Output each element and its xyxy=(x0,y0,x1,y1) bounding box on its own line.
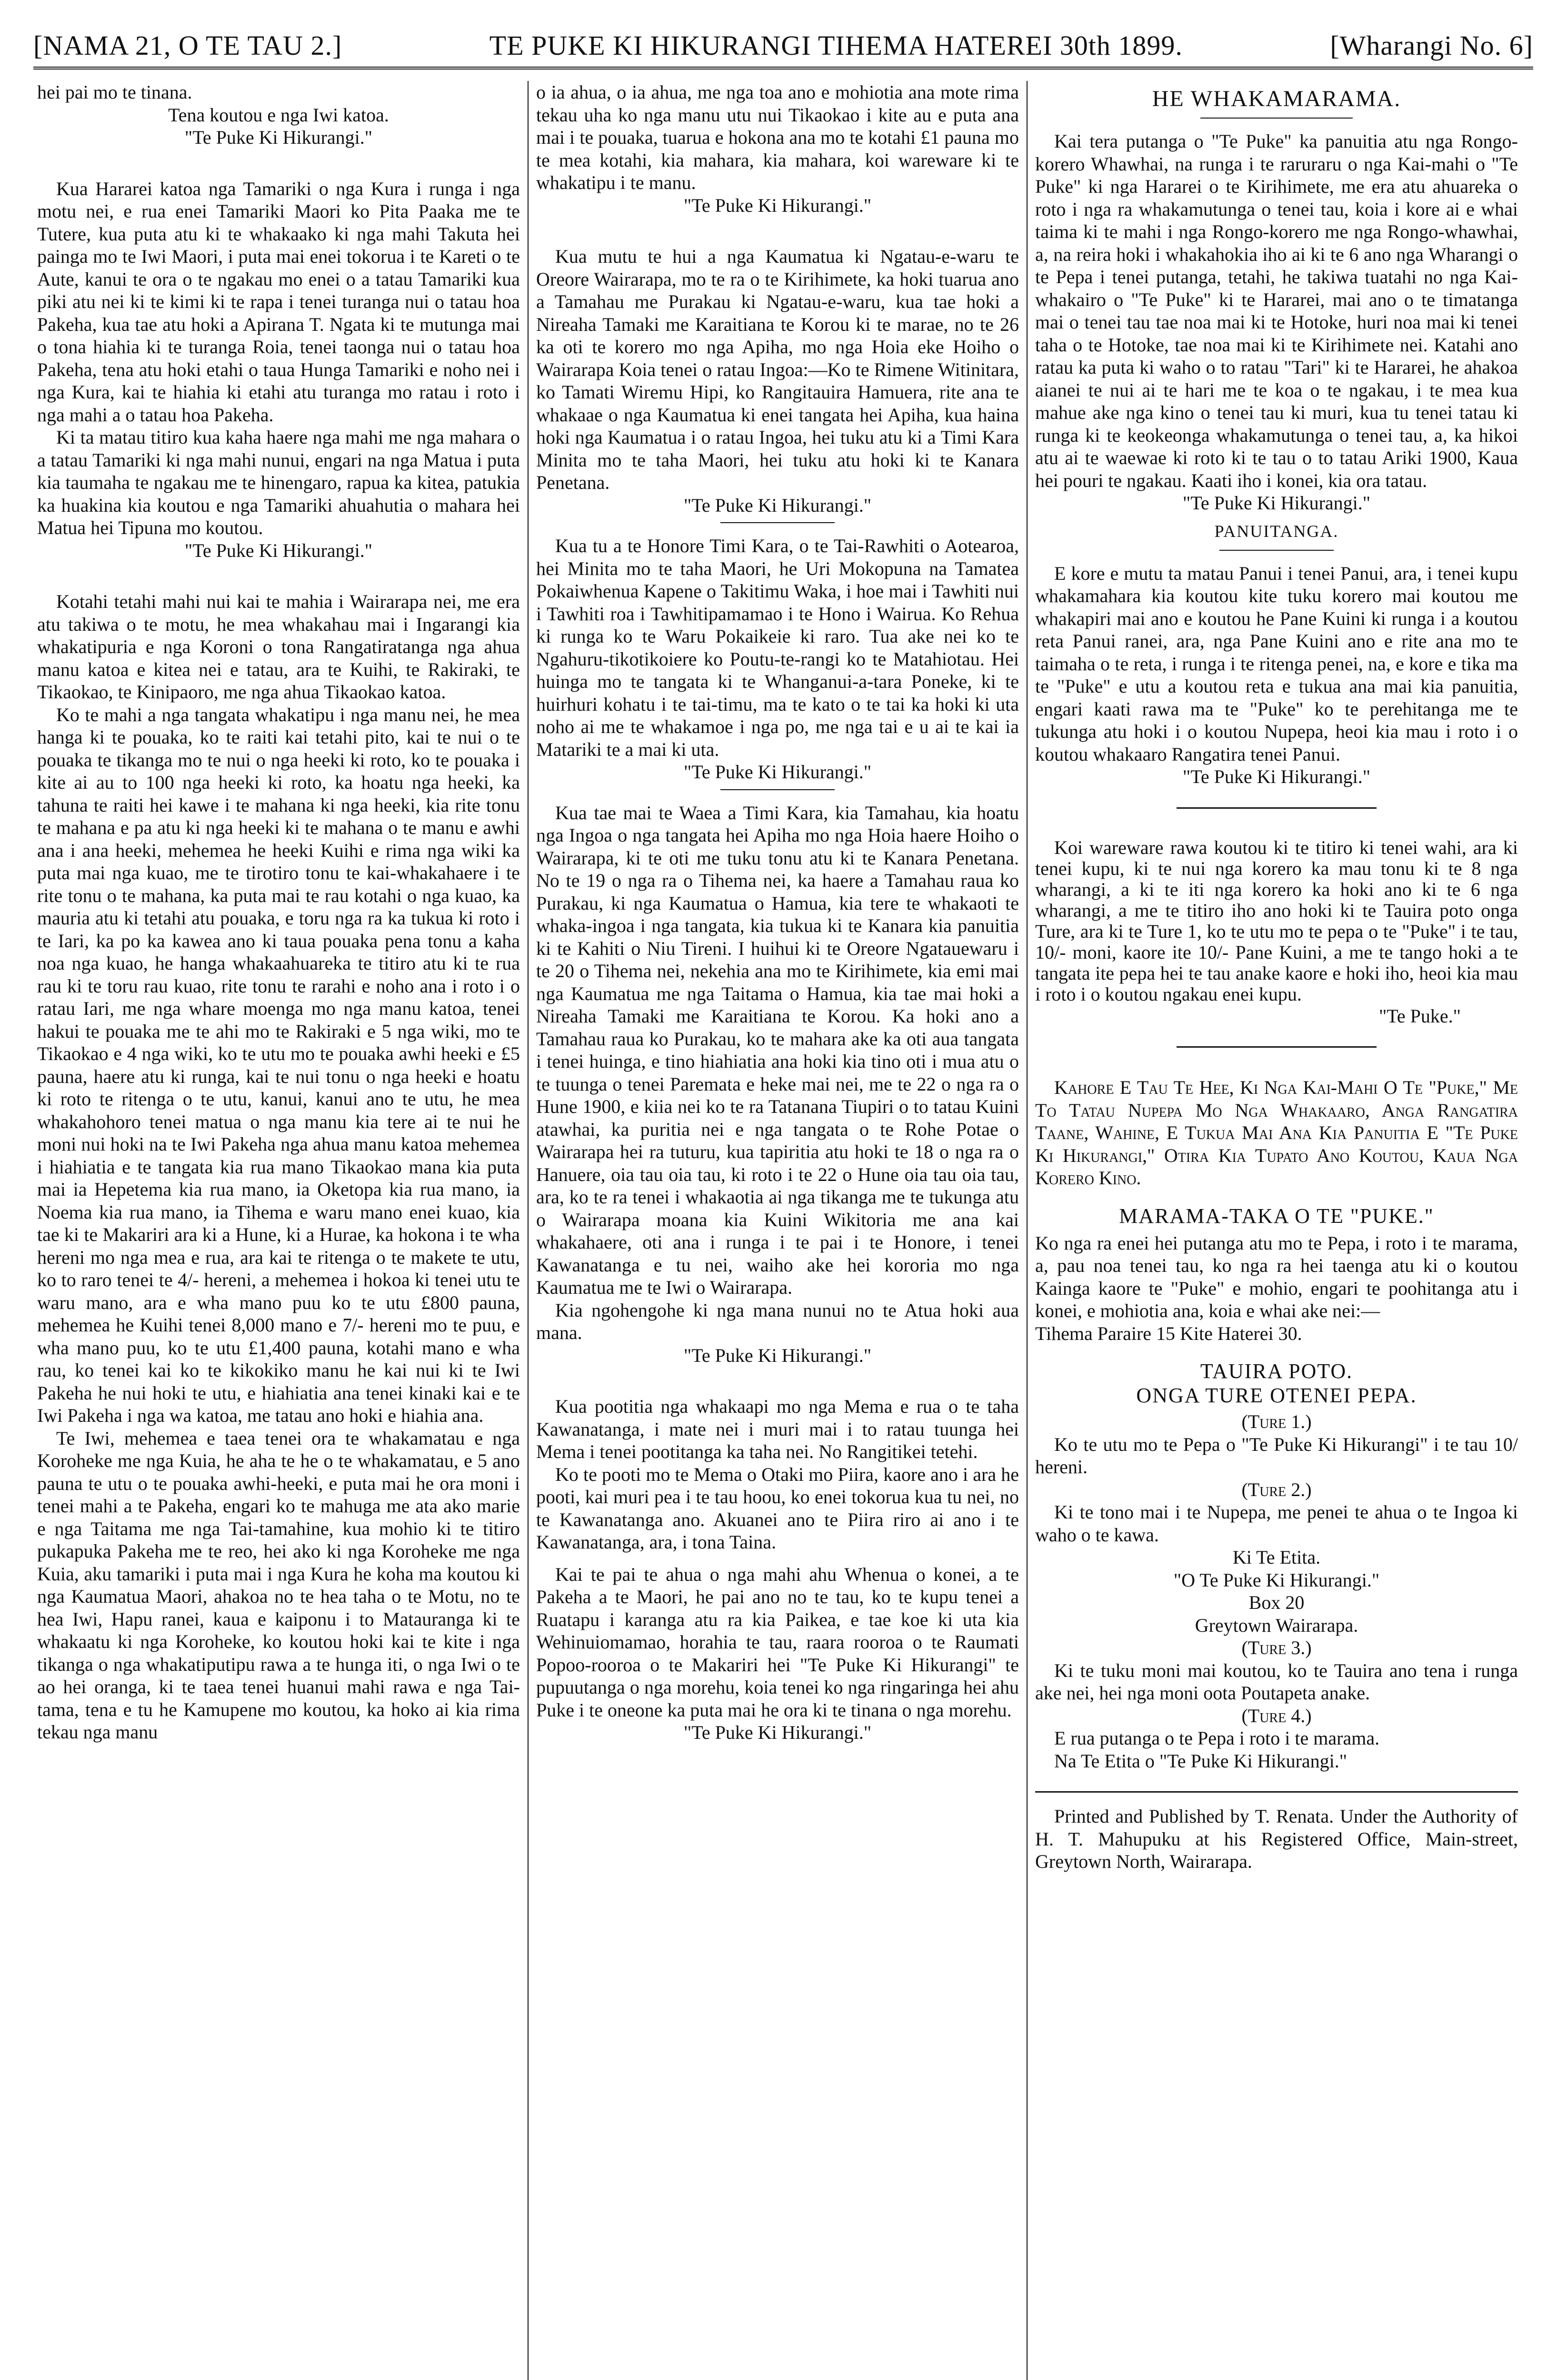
paragraph: Tihema Paraire 15 Kite Haterei 30. xyxy=(1035,1322,1302,1344)
paragraph: Kua pootitia nga whakaapi mo nga Mema e rua o te taha Kawanatanga, i mate nei i muri mai i to ratau tuunga hei Mema i tenei pootitanga ka taha nei. No Rangitikei tetehi. xyxy=(536,1396,1019,1462)
paragraph: Kua tae mai te Waea a Timi Kara, kia Tamahau, kia hoatu nga Ingoa o nga tangata hei Apiha mo nga Hoia haere Hoiho o Wairarapa, ki te oti me tuku tonu atu ki te Kanara Penetana. No te 19 o nga ra o Tihema nei, ka haere a Tamahau raua ko Purakau, ki nga Kaumatua o Hamua, kia tere te whakaoti te whaka-ingoa i nga tangata, kia tukua ki te Kanara kia panuitia ki te Kahiti o Niu Tireni. I huihui ki te Oreore Ngatauewaru i te 20 o Tihema nei, nekehia ana mo te Kirihimete, kia emi mai nga Kaumatua me nga Taitama o Hamua, kia tae mai hoki a Nireaha Tamaki me Karaitiana te Korou. Ka hoki ano a Tamahau raua ko Purakau, ko te mahara ake ka oti aua tangata i tenei huinga, e tino hiahiatia ana hoki kia tino oti i mua atu o te tuunga o tenei Paremata e heke mai nei, me te 22 o nga ra o Hune 1900, e kiia nei ko te ra Tatanana Tiupiri o to tatau Kuini atawhai, ka puritia nei e nga tangata o te Rohe Potae o Wairarapa hei ra tuturu, kua tapiritia atu hoki te 18 o nga ra o Hanuere, oia tau oia tau, ki roto i te 22 o Hune oia tau oia tau, ara, ko te ra tenei i whakaotia ai nga tikanga me te tukunga atu o Wairarapa moana kia Kuini Wikitoria me ana kai whakahaere, oti ana i runga i te pai i te Honore, i tenei Kawanatanga e tu nei, waiho ake hei kororia mo nga Kaumatua me te Iwi o Wairarapa. xyxy=(536,802,1019,1298)
rule-label: (Ture 3.) xyxy=(1241,1637,1312,1658)
masthead xyxy=(33,24,1533,69)
signature: "Te Puke Ki Hikurangi." xyxy=(184,539,373,561)
column-rule xyxy=(528,81,529,2380)
paragraph: Ki te tono mai i te Nupepa, me penei te ahua o te Ingoa ki waho o te kawa. xyxy=(1035,1501,1518,1546)
paragraph: E rua putanga o te Pepa i roto i te marama. xyxy=(1054,1727,1380,1749)
paragraph: Ko te pooti mo te Mema o Otaki mo Piira, kaore ano i ara he pooti, kai muri pea i te tau hoou, ko enei tokorua kua tu nei, no te Kawanatanga ano. Akuanei ano te Piira riro ai ano i te Kawanatanga, ara, i tona Taina. xyxy=(536,1463,1019,1553)
column-rule xyxy=(1027,81,1028,2380)
section-heading: TAUIRA POTO. xyxy=(1200,1359,1353,1383)
address-line: Box 20 xyxy=(1248,1592,1305,1613)
paragraph: Kotahi tetahi mahi nui kai te mahia i Wairarapa nei, me era atu takiwa o te motu, he mea whakahau mai i Ingarangi kia whakatipuria e nga Koroni o tona Rangatiratanga nga ahua manu katoa e kitea nei e tatau, ara te Kuihi, te Rakiraki, te Tikaokao, te Kinipaoro, me nga ahua Tikaokao katoa. xyxy=(37,591,520,703)
paragraph: o ia ahua, o ia ahua, me nga toa ano e mohiotia ana mote rima tekau uha ko nga manu utu nui Tikaokao i kite au e puta ana mai i te pouaka, tuarua e hokona ana mo te kotahi £1 pauna mo te mea kotahi, kia mahara, kia mahara, koi wareware ki te whakatipu i te manu. xyxy=(536,81,1019,193)
signature: "Te Puke Ki Hikurangi." xyxy=(683,1722,872,1743)
rule-label: (Ture 2.) xyxy=(1241,1478,1312,1500)
paragraph: hei pai mo te tinana. xyxy=(37,81,192,103)
address-line: Ki Te Etita. xyxy=(1232,1547,1321,1568)
section-subheading: PANUITANGA. xyxy=(1214,521,1339,541)
paragraph: Kai te pai te ahua o nga mahi ahu Whenua o konei, a te Pakeha a te Maori, he pai ano no te tau, ko te kupu tenei a Ruatapu i karanga atu ra kia Paikea, e tae koe ki uta kia Wehinuiomamao, horahia te tau, raara rooroa o te Raumati Popoo-rooroa o te Makariri hei "Te Puke Ki Hikurangi" te pupuutanga o nga morehu, koia tenei ko nga ringaringa hei ahu Puke i te oneone ka puta mai he ora ki te tinana o nga morehu. xyxy=(536,1563,1019,1721)
paragraph: Koi wareware rawa koutou ki te titiro ki tenei wahi, ara ki tenei kupu, ki te nui nga korero ka mau tonu ki te 8 nga wharangi, a ki te iti nga korero ka hoki ano ki te 6 nga wharangi, a me te titiro iho ano hoki ki te Tauira poto onga Ture, ara ki te Ture 1, ko te utu mo te pepa o te "Puke" i te tau, 10/- moni, kaore ite 10/- Pane Kuini, a me te tango hoki a te tangata ite pepa hei te tau anake kaore e hoki iho, heoi kia mau i roto i o koutou ngakau enei kupu. xyxy=(1035,836,1518,1005)
paragraph: Kua Hararei katoa nga Tamariki o nga Kura i runga i nga motu nei, e rua enei Tamariki Maori ko Pita Paaka me te Tutere, kua puta atu ki te whakaako ki nga mahi Takuta hei painga mo te Iwi Maori, i puta mai enei tokorua i te Kareti o te Aute, kanui te ora o te ngakau mo enei o a tatau Tamariki kua piki atu nei ki te kimi ki te rapa i tenei turanga nui o tatau hoa Pakeha, kua tae atu hoki a Apirana T. Ngata ki te mutunga mai o tona hiahia ki te turanga Roia, tenei taonga nui o tatau hoa Pakeha, tena atu hoki etahi o taua Hunga Tamariki e noho nei i nga Kura, kai te hiahia ki etahi atu turanga mo ratau i roto i nga mahi a o tatau hoa Pakeha. xyxy=(37,178,520,426)
signature: "Te Puke Ki Hikurangi." xyxy=(683,761,872,783)
paragraph: E kore e mutu ta matau Panui i tenei Panui, ara, i tenei kupu whakamahara kia koutou kite tuku korero mai koutou me whakapiri mai ano e koutou he Pane Kuini ki runga i a koutou reta Panui ranei, ara, nga Pane Kuini ano e rite ana mo te taimaha o te reta, i runga i te ritenga penei, na, e kore e tika ma te "Puke" e utu a koutou reta e tukua ana mai kia panuitia, engari kaati rawa ma te "Puke" ko te perehitanga me te tukunga atu hoki i o koutou Nupepa, heoi kia mau i roto i o koutou whakaaro Rangatira tenei Panui. xyxy=(1035,562,1518,765)
paragraph: Ki ta matau titiro kua kaha haere nga mahi me nga mahara o a tatau Tamariki ki nga mahi nunui, engari na nga Matua i puta kia taumaha te ngakau me te hinengaro, rapua ka kitea, patukia ka huakina kia koutou e nga Tamariki ahuahutia o mahara hei Matua hei Tipuna mo koutou. xyxy=(37,426,520,538)
newspaper-title: TE PUKE KI HIKURANGI TIHEMA HATEREI 30th 1899. xyxy=(489,30,1183,61)
paragraph: Kia ngohengohe ki nga mana nunui no te Atua hoki aua mana. xyxy=(536,1299,1019,1343)
page-number: [Wharangi No. 6] xyxy=(1330,30,1533,61)
paragraph: Ko te utu mo te Pepa o "Te Puke Ki Hikurangi" i te tau 10/ hereni. xyxy=(1035,1433,1518,1478)
column-3 xyxy=(1031,81,1522,2380)
paragraph: Kahore E Tau Te Hee, Ki Nga Kai-Mahi O Te "Puke," Me To Tatau Nupepa Mo Nga Whakaaro, Anga Rangatira Taane, Wahine, E Tukua Mai Ana Kia Panuitia E "Te Puke Ki Hikurangi," Otira Kia Tupato Ano Koutou, Kaua Nga Korero Kino. xyxy=(1035,1077,1518,1189)
signature: "Te Puke Ki Hikurangi." xyxy=(1182,492,1371,514)
paragraph: Na Te Etita o "Te Puke Ki Hikurangi." xyxy=(1054,1750,1347,1772)
paragraph: Ki te tuku moni mai koutou, ko te Tauira ano tena i runga ake nei, hei nga moni oota Poutapeta anake. xyxy=(1035,1659,1518,1704)
column-2 xyxy=(532,81,1023,2380)
issue-number: [NAMA 21, O TE TAU 2.] xyxy=(33,30,342,61)
signature: "Te Puke Ki Hikurangi." xyxy=(1182,766,1371,787)
rule-label: (Ture 4.) xyxy=(1241,1705,1312,1726)
paragraph: Te Iwi, mehemea e taea tenei ora te whakamatau e nga Koroheke me nga Kuia, he aha te he o te whakamatau, e 5 ano pauna te utu o te pouaka awhi-heeki, e puta mai he ora moni i tenei mahi a te Pakeha, engari ko te mahuga me ata ako marie e nga Taitama me nga Tai-tamahine, kua mohio ki te titiro pukapuka Pakeha me te reo, hei ako ki nga Koroheke me nga Kuia, aku tamariki i puta mai i nga Kura he koha ma koutou ki nga Kaumatua Maori, ahakoa no te hea taha o te Motu, no te hea Iwi, Hapu ranei, kaua e kaiponu i to Matauranga ki te whakaatu ki nga Koroheke, ko koutou hoki kai te kite i nga tikanga o nga whakatiputipu rawa a te hunga iti, o nga Iwi o te ao hei oranga, ki te taea tenei huanui mahi rawa e nga Tai-tama, tena e tu he Kamupene mo koutou, ka hoko ai kia rima tekau nga manu xyxy=(37,1427,520,1743)
column-1 xyxy=(33,81,524,2380)
signature: "Te Puke Ki Hikurangi." xyxy=(184,127,373,148)
paragraph: Ko te mahi a nga tangata whakatipu i nga manu nei, he mea hanga ki te pouaka, ko te raiti kai tetahi pito, kai te nui o te pouaka te tikanga mo te nui o nga heeki ki roto, ko te pouaka i kite ai au to 100 nga heeki ki roto, ka hoatu nga heeki, ka tahuna te raiti hei kawe i te mahana ki nga heeki, kia rite tonu te mahana e pa atu ki nga heeki ki te mahana o te manu e awhi ana i ana heeki, mehemea he heeki Kuihi e rima nga wiki ka puta mai nga kuao, me te tirotiro tonu te kai-whakahaere i te rite tonu o te mahana, ka puta mai te rau kotahi o nga kuao, ka mauria atu ki tetahi atu pouaka, e toru nga ra ka tukua ki roto i te Iari, ka po ka kawea ano ki taua pouaka pena tonu a kaha noa nga kuao, he hanga whakaahuareka te titiro atu ki te rua rau ki te toru rau kuao, rite tonu te rarahi e noho ana i roto i o ratau Iari, me nga whare moenga mo nga manu katoa, tenei hakui te pouaka me te ahi mo te Rakiraki e 5 nga wiki, mo te Tikaokao e 4 nga wiki, ko te utu mo te pouaka awhi heeki e £5 pauna, haere atu ki runga, kai te nui tonu o nga heeki e hoatu ki roto te ritenga o te utu, kanui, kanui ano te utu, he mea whakahohoro tenei matua o nga manu kia tere ai te nui he moni nui hoki na te Iwi Pakeha nga ahua manu katoa mehemea i hiahiatia e te tangata kia rua mano Tikaokao mana kia puta mai ia Hepetema kia rua mano, ia Oketopa kia rua mano, ia Noema kia rua mano, ia Tihema e waru mano enei kuao, kia tae ki te Makariri ara ki a Hune, ki a Hurae, ka hokona i te wha hereni mo nga mea e rua, ara kai te ritenga o te makete te utu, ko to raro tenei te 4/- hereni, a mehemea i hokoa ki tenei utu te waru mano, ara e wha mano puu ko te utu £800 pauna, mehemea he Kuihi tenei 8,000 mano e 7/- hereni mo te puu, e wha mano puu, ko te utu £1,400 pauna, kotahi mano e wha rau, ko tenei kai ko te kikokiko manu he kai nui ki te Iwi Pakeha he nui hoki te utu, e hiahiatia ana tenei kinaki kai e te Iwi Pakeha i nga wa katoa, me tatau ano hoki e hiahia ana. xyxy=(37,704,520,1426)
signature: "Te Puke Ki Hikurangi." xyxy=(683,494,872,516)
paragraph: Kua mutu te hui a nga Kaumatua ki Ngatau-e-waru te Oreore Wairarapa, mo te ra o te Kirihimete, ka hoki tuarua ano a Tamahau me Purakau ki Ngatau-e-waru, kua tae hoki a Nireaha Tamaki me Karaitiana te Korou ki te marae, no te 26 ka oti te korero mo nga Apiha, mo nga Hoia eke Hoiho o Wairarapa Koia tenei o ratau Ingoa:—Ko te Rimene Witinitara, ko Tamati Wiremu Hipi, ko Rangitauira Hamuera, rite ana te whakaae o nga Kaumatua ki enei tangata hei Apiha, kua haina hoki nga Kaumatua i o ratau Ingoa, hei tuku atu ki a Timi Kara Minita mo te taha Maori, hei tuku atu hoki ki te Kanara Penetana. xyxy=(536,246,1019,493)
paragraph: Ko nga ra enei hei putanga atu mo te Pepa, i roto i te marama, a, pau noa tenei tau, ko nga ra hei taenga atu ki o koutou Kainga kaore te "Puke" e mohio, engari te poohitanga atu i konei, e mohiotia ana, koia e whai ake nei:— xyxy=(1035,1232,1518,1321)
paragraph: Kai tera putanga o "Te Puke" ka panuitia atu nga Rongo-korero Whawhai, na runga i te raruraru o nga Kai-mahi o "Te Puke" ki nga Hararei o te Kirihimete, me era atu ahuareka o roto i nga ra whakamutunga o tenei tau, koia i kore ai e whai taima ki te mahi i nga Rongo-korero me nga Rongo-whawhai, a, na reira hoki i whakahokia iho ai ki te 6 ano nga Wharangi o te Pepa i tenei putanga, tetahi, he takiwa tuatahi no nga Kai-whakairo o "Te Puke" ki te Hararei, mai ano o te timatanga mai o tenei tau tae noa mai ki te Hotoke, huri noa mai ki tenei taha o te Hotoke, tae noa mai ki te Kirihimete nei. Katahi ano ratau ka puta ki waho o to ratau "Tari" ki te Hararei, he ahakoa aianei te nui ai te hari me te koa o te ngakau, i te mea kua mahue ake nga kino o tenei tau ki muri, kua tu tenei tatau ki runga ki te keokeonga whakamutunga o tenei tau, a, ka hikoi atu ai te waewae ki roto ki te tau o to tatau Ariki 1900, Kaua hei pouri te ngakau. Kaati iho i konei, kia ora tatau. xyxy=(1035,130,1518,491)
paragraph: Kua tu a te Honore Timi Kara, o te Tai-Rawhiti o Aotearoa, hei Minita mo te taha Maori, he Uri Mokopuna na Tamatea Pokaiwhenua Kapene o Takitimu Waka, i hoe mai i Tawhiti nui i Tawhiti roa i Tawhitipamamao i te Hono i Wairua. Ko Rehua ki runga ko te Waru Pokaikeie ki raro. Tua ake nei ko te Ngahuru-tikotikoiere ko Poutu-te-rangi ko te Matahiotau. Hei huinga mo te tangata ki te Whanganui-a-tara Poneke, ki te huirhuri kohatu i te tai-timu, ma te kato o te tai ka hoki ki uta noho ai me te whakamoe i nga po, me nga tai e u ai te kai ia Matariki te a mai ki uta. xyxy=(536,535,1019,760)
signature: "Te Puke Ki Hikurangi." xyxy=(683,194,872,216)
section-heading: ONGA TURE OTENEI PEPA. xyxy=(1136,1384,1417,1407)
signature: "Te Puke Ki Hikurangi." xyxy=(683,1344,872,1366)
paragraph: Tena koutou e nga Iwi katoa. xyxy=(168,104,389,126)
columns xyxy=(33,81,1533,2380)
imprint: Printed and Published by T. Renata. Under the Authority of H. T. Mahupuku at his Registered Office, Main-street, Greytown North, Wairarapa. xyxy=(1035,1805,1518,1872)
imprint-box xyxy=(1035,1791,1518,1873)
address-line: "O Te Puke Ki Hikurangi." xyxy=(1173,1569,1380,1591)
rule-label: (Ture 1.) xyxy=(1241,1411,1312,1432)
signature: "Te Puke." xyxy=(1378,1005,1461,1027)
section-heading: MARAMA-TAKA O TE "PUKE." xyxy=(1119,1204,1434,1228)
section-heading: HE WHAKAMARAMA. xyxy=(1152,86,1401,111)
address-line: Greytown Wairarapa. xyxy=(1195,1614,1358,1636)
